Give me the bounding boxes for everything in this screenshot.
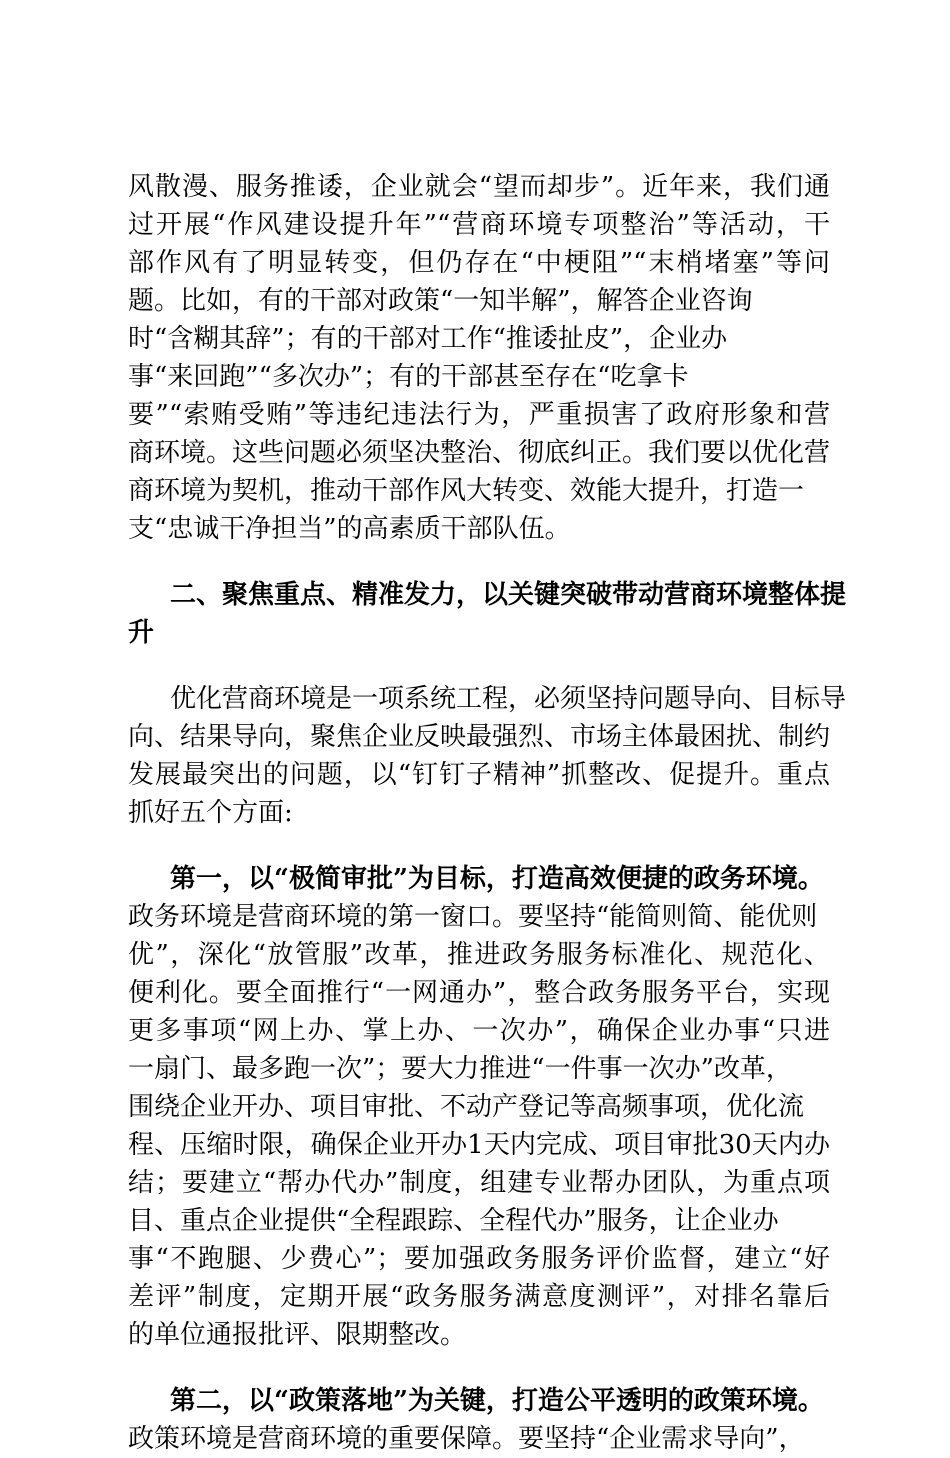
text-line: 发展最突出的问题，以“钉钉子精神”抓整改、促提升。重点 [128,760,830,790]
text-line: 结；要建立“帮办代办”制度，组建专业帮办团队，为重点项 [128,1168,830,1198]
text-line: 便利化。要全面推行“一网通办”，整合政务服务平台，实现 [128,978,830,1008]
text-line: 过开展“作风建设提升年”“营商环境专项整治”等活动，干 [128,210,830,240]
bold-lead-line: 第二，以“政策落地”为关键，打造公平透明的政策环境。 [170,1386,824,1416]
text-line: 程、压缩时限，确保企业开办1天内完成、项目审批30天内办 [128,1130,830,1160]
text-line: 部作风有了明显转变，但仍存在“中梗阻”“末梢堵塞”等问 [128,248,830,278]
text-line: 一扇门、最多跑一次”；要大力推进“一件事一次办”改革， [128,1054,792,1084]
text-line: 抓好五个方面: [128,798,293,828]
heading-line: 二、聚焦重点、精准发力，以关键突破带动营商环境整体提 [170,580,847,610]
section-heading [128,576,847,652]
text-line: 事“来回跑”“多次办”；有的干部甚至存在“吃拿卡 [128,362,689,392]
paragraph-point-one [128,860,830,1354]
paragraph-continuation [128,168,830,548]
text-line: 商环境为契机，推动干部作风大转变、效能大提升，打造一 [128,476,805,506]
text-line: 向、结果导向，聚焦企业反映最强烈、市场主体最困扰、制约 [128,722,831,752]
paragraph-point-two [128,1382,830,1458]
paragraph-intro [128,680,847,832]
text-line: 政务环境是营商环境的第一窗口。要坚持“能简则简、能优则 [128,902,818,932]
document-body [128,168,847,1458]
bold-lead-line: 第一，以“极简审批”为目标，打造高效便捷的政务环境。 [170,864,824,894]
text-line: 更多事项“网上办、掌上办、一次办”，确保企业办事“只进 [128,1016,830,1046]
heading-line: 升 [128,618,155,648]
text-line: 事“不跑腿、少费心”；要加强政务服务评价监督，建立“好 [128,1244,830,1274]
text-line: 商环境。这些问题必须坚决整治、彻底纠正。我们要以优化营 [128,438,831,468]
text-line: 支“忠诚干净担当”的高素质干部队伍。 [128,514,571,544]
text-line: 题。比如，有的干部对政策“一知半解”，解答企业咨询 [128,286,753,316]
paragraph-spacer [128,1354,830,1382]
text-line: 差评”制度，定期开展“政务服务满意度测评”，对排名靠后 [128,1282,830,1312]
text-line: 时“含糊其辞”；有的干部对工作“推诿扯皮”，企业办 [128,324,728,354]
text-line: 优”，深化“放管服”改革，推进政务服务标准化、规范化、 [128,940,830,970]
text-line: 的单位通报批评、限期整改。 [128,1320,467,1350]
text-line: 围绕企业开办、项目审批、不动产登记等高频事项，优化流 [128,1092,805,1122]
text-line: 优化营商环境是一项系统工程，必须坚持问题导向、目标导 [170,684,847,714]
text-line: 政策环境是营商环境的重要保障。要坚持“企业需求导向”， [128,1424,805,1454]
paragraph-spacer [128,652,830,680]
text-line: 要”“索贿受贿”等违纪违法行为，严重损害了政府形象和营 [128,400,830,430]
text-line: 风散漫、服务推诿，企业就会“望而却步”。近年来，我们通 [128,172,830,202]
paragraph-spacer [128,548,830,576]
paragraph-spacer [128,832,830,860]
text-line: 目、重点企业提供“全程跟踪、全程代办”服务，让企业办 [128,1206,779,1236]
